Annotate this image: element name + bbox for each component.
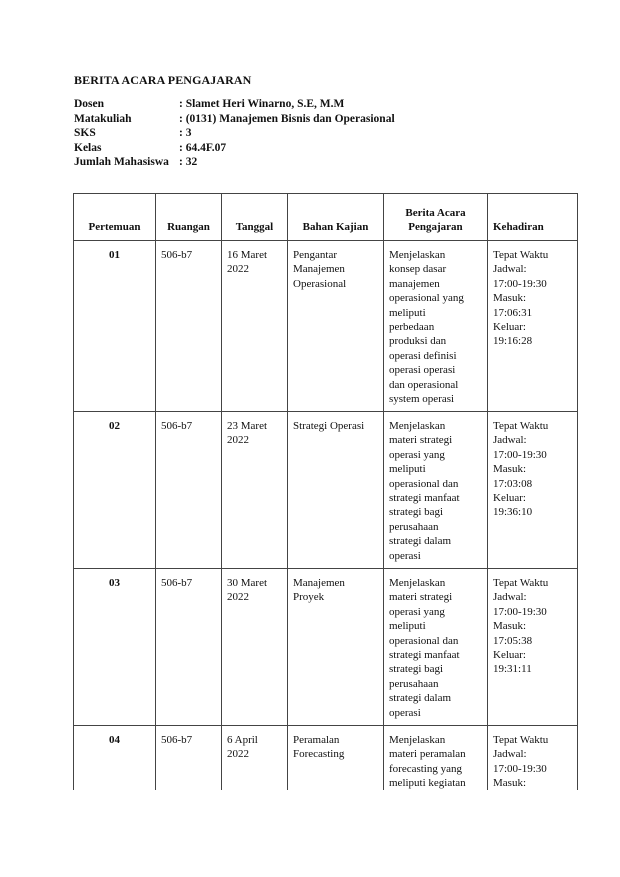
table-row: [74, 241, 578, 412]
cell-ruangan: 506-b7: [156, 241, 222, 412]
cell-kehadiran: Tepat Waktu Jadwal: 17:00-19:30 Masuk: 17:05:38 Keluar: 19:31:11: [488, 569, 578, 726]
table-row: [74, 726, 578, 791]
cell-ruangan: 506-b7: [156, 569, 222, 726]
table-header-row: [74, 194, 578, 241]
cell-tanggal: 30 Maret 2022: [222, 569, 288, 726]
cell-tanggal: 6 April 2022: [222, 726, 288, 791]
header-bahan-kajian: Bahan Kajian: [288, 194, 384, 241]
cell-berita-acara: Menjelaskan materi strategi operasi yang meliputi operasional dan strategi manfaat strategi bagi perusahaan strategi dalam operasi: [384, 412, 488, 569]
cell-bahan-kajian: Strategi Operasi: [288, 412, 384, 569]
attendance-table: [73, 193, 578, 790]
header-ruangan: Ruangan: [156, 194, 222, 241]
cell-berita-acara: Menjelaskan materi strategi operasi yang meliputi operasional dan strategi manfaat strategi bagi perusahaan strategi dalam operasi: [384, 569, 488, 726]
info-value: : 32: [179, 156, 198, 169]
cell-pertemuan: 02: [74, 412, 156, 569]
cell-pertemuan: 03: [74, 569, 156, 726]
header-tanggal: Tanggal: [222, 194, 288, 241]
info-label: Matakuliah: [74, 112, 132, 125]
cell-pertemuan: 01: [74, 241, 156, 412]
cell-ruangan: 506-b7: [156, 412, 222, 569]
cell-kehadiran: Tepat Waktu Jadwal: 17:00-19:30 Masuk:: [488, 726, 578, 791]
cell-tanggal: 23 Maret 2022: [222, 412, 288, 569]
info-label: Jumlah Mahasiswa: [74, 156, 169, 169]
cell-tanggal: 16 Maret 2022: [222, 241, 288, 412]
header-kehadiran: Kehadiran: [488, 194, 578, 241]
info-value: : 64.4F.07: [179, 141, 227, 154]
cell-pertemuan: 04: [74, 726, 156, 791]
document-title: BERITA ACARA PENGAJARAN: [74, 73, 252, 87]
cell-bahan-kajian: Peramalan Forecasting: [288, 726, 384, 791]
cell-kehadiran: Tepat Waktu Jadwal: 17:00-19:30 Masuk: 17:06:31 Keluar: 19:16:28: [488, 241, 578, 412]
cell-ruangan: 506-b7: [156, 726, 222, 791]
info-label: Dosen: [74, 98, 105, 110]
cell-kehadiran: Tepat Waktu Jadwal: 17:00-19:30 Masuk: 17:03:08 Keluar: 19:36:10: [488, 412, 578, 569]
info-label: Kelas: [74, 141, 102, 154]
info-value: : (0131) Manajemen Bisnis dan Operasional: [179, 112, 395, 125]
header-berita-acara: Berita Acara Pengajaran: [384, 194, 488, 241]
table-row: [74, 412, 578, 569]
cell-bahan-kajian: Pengantar Manajemen Operasional: [288, 241, 384, 412]
cell-berita-acara: Menjelaskan materi peramalan forecasting yang meliputi kegiatan: [384, 726, 488, 791]
header-pertemuan: Pertemuan: [74, 194, 156, 241]
info-label: SKS: [74, 127, 96, 140]
info-value: : Slamet Heri Winarno, S.E, M.M: [179, 98, 345, 110]
table-row: [74, 569, 578, 726]
cell-berita-acara: Menjelaskan konsep dasar manajemen operasional yang meliputi perbedaan produksi dan operasi definisi operasi operasi dan operasional system operasi: [384, 241, 488, 412]
cell-bahan-kajian: Manajemen Proyek: [288, 569, 384, 726]
info-value: : 3: [179, 127, 192, 140]
